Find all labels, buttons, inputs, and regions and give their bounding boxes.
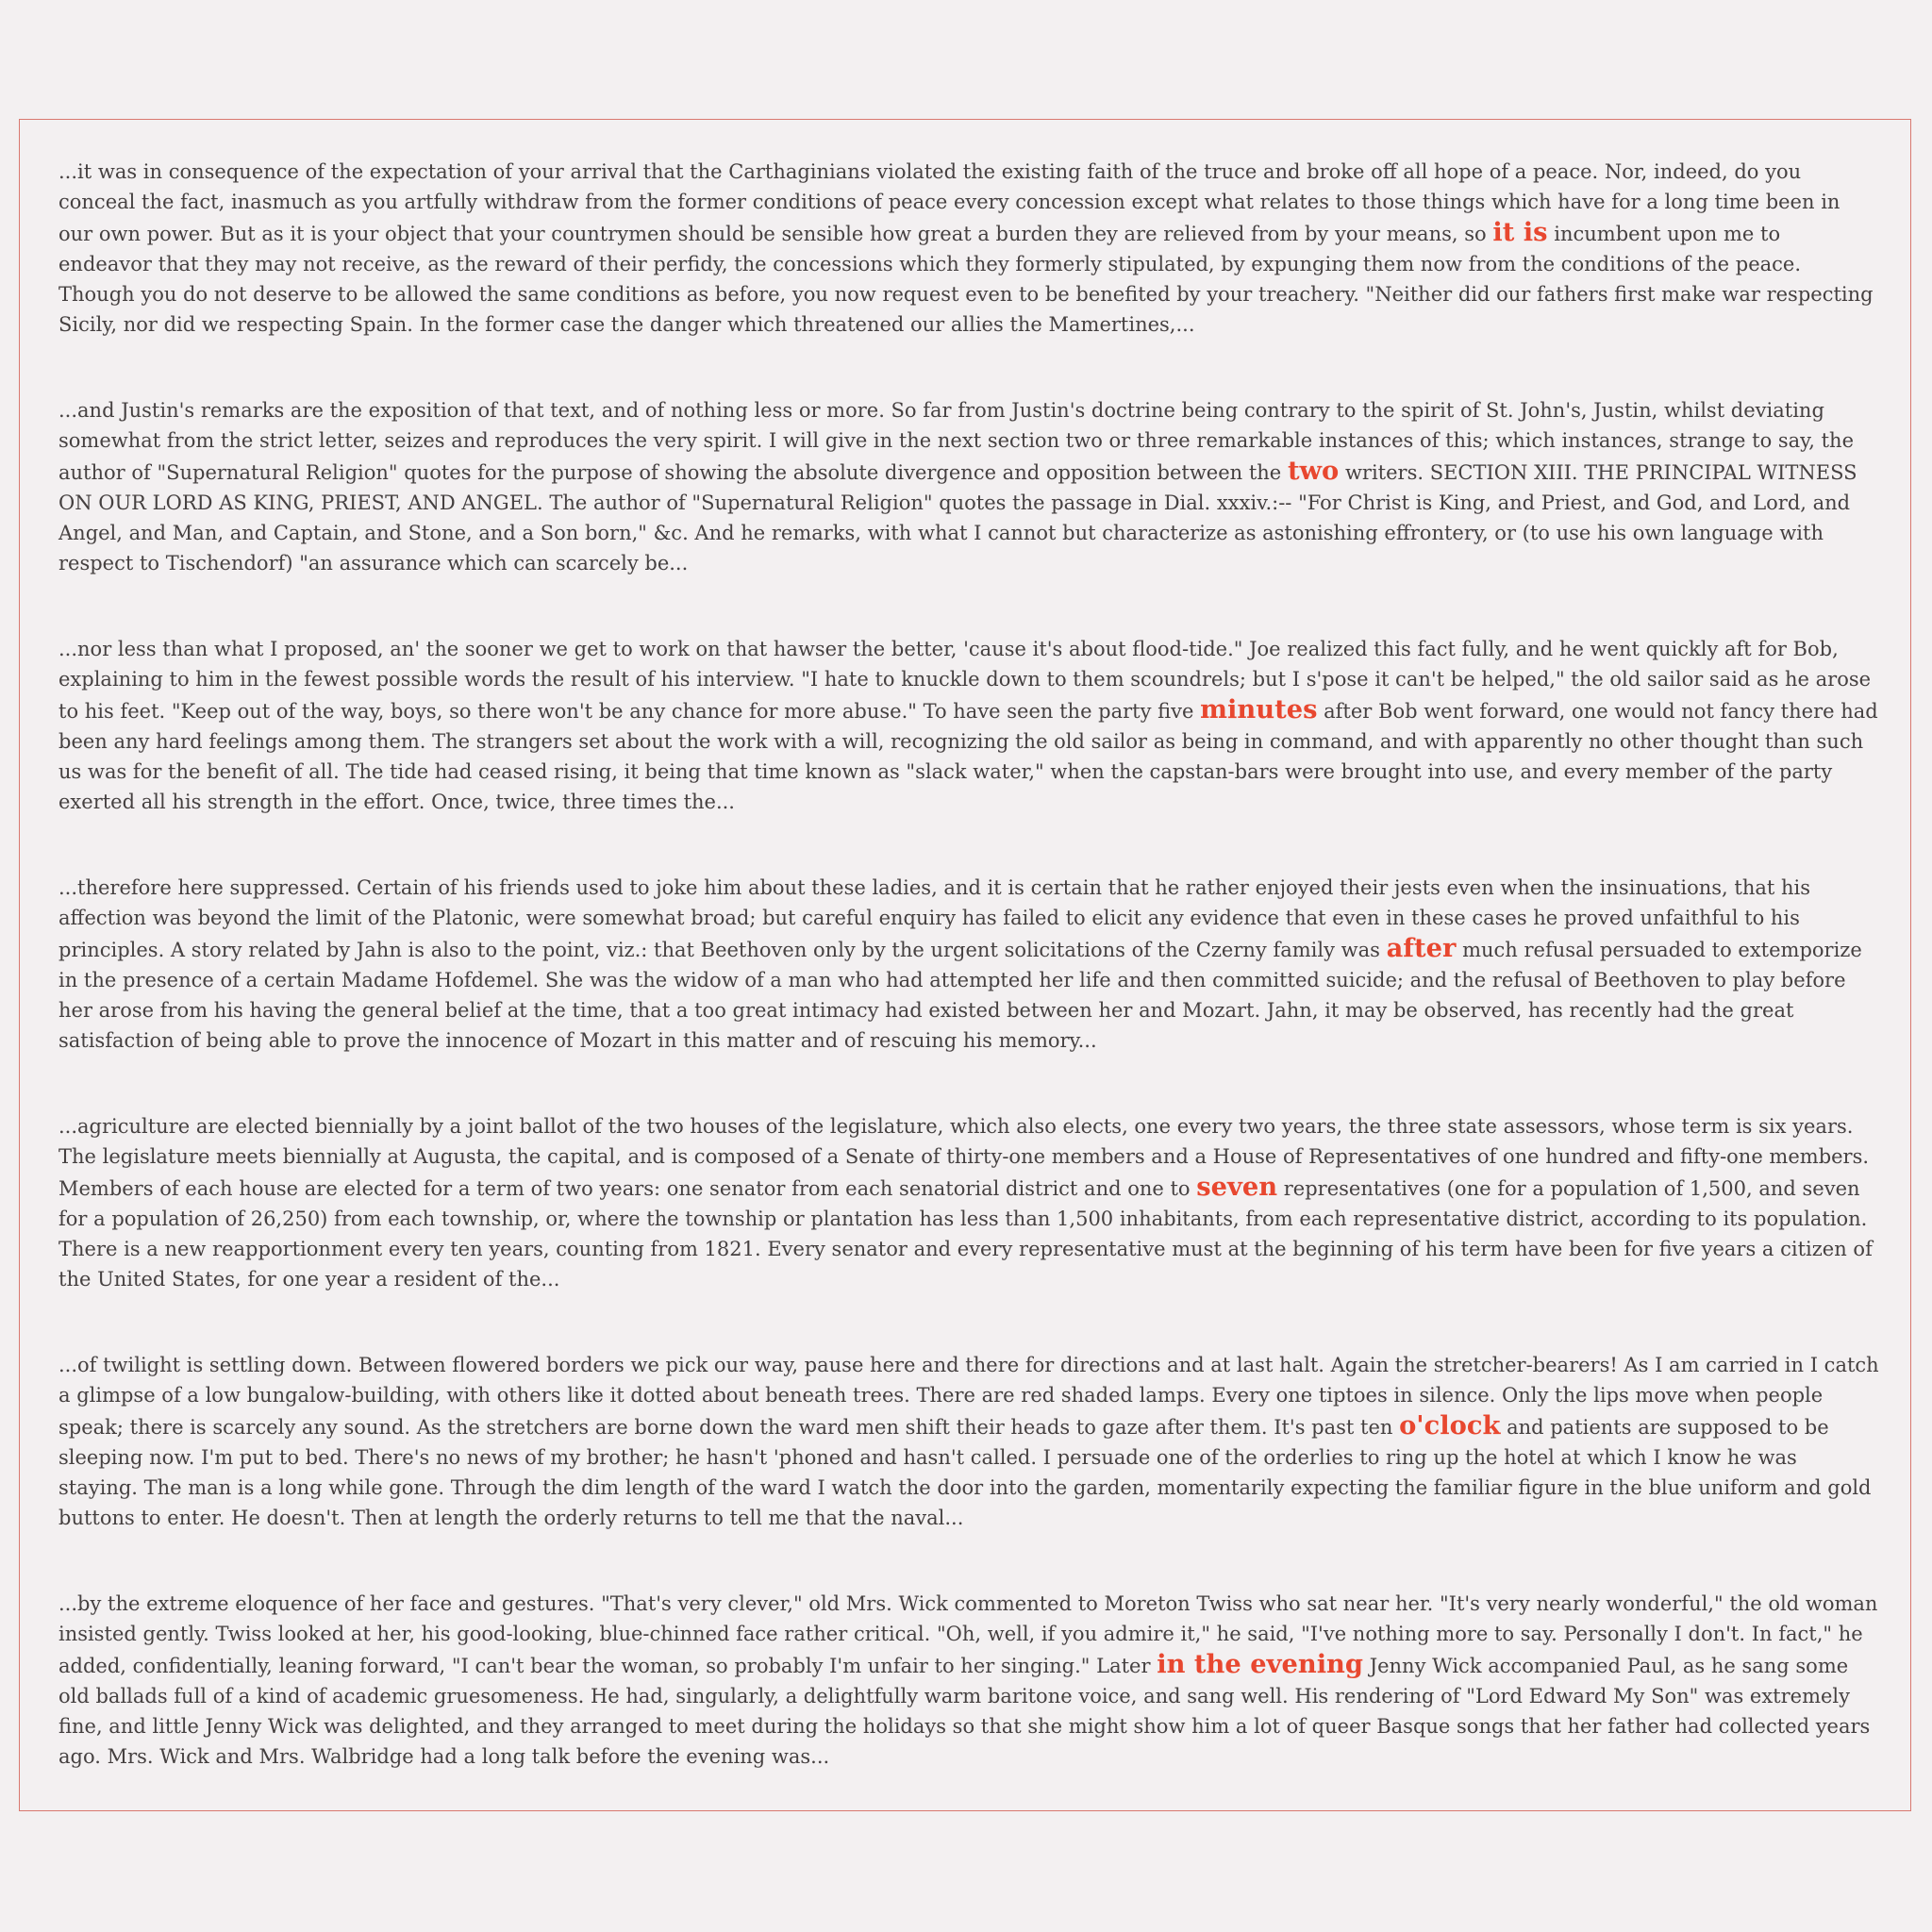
passage-1-highlight: it is <box>1492 217 1548 247</box>
passage-5-highlight: seven <box>1196 1172 1278 1202</box>
passage-3 <box>58 634 1879 817</box>
passage-6-text-after: and patients are supposed to be sleeping now. I'm put to bed. There's no news of my brother; he hasn't 'phoned and hasn't called. I persuade one of the orderlies to ring up the hotel at which I know he was staying. The man is a long while gone. Through the dim length of the ward I watch the door into the garden, momentarily expecting the familiar figure in the blue uniform and gold buttons to enter. He doesn't. Then at length the orderly returns to tell me that the naval... <box>58 1416 1872 1529</box>
passage-1-text-after: incumbent upon me to endeavor that they may not receive, as the reward of their perfidy, the concessions which they formerly stipulated, by expunging them now from the conditions of the peace. Though you do not deserve to be allowed the same conditions as before, you now request even to be benefited by your treachery. "Neither did our fathers first make war respecting Sicily, nor did we respecting Spain. In the former case the danger which threatened our allies the Mamertines,... <box>58 223 1874 336</box>
passage-2-text-after: writers. SECTION XIII. THE PRINCIPAL WITNESS ON OUR LORD AS KING, PRIEST, AND ANGEL. The author of "Supernatural Religion" quotes the passage in Dial. xxxiv.:-- "For Christ is King, and Priest, and God, and Lord, and Angel, and Man, and Captain, and Stone, and a Son born," &c. And he remarks, with what I cannot but characterize as astonishing effrontery, or (to use his own language with respect to Tischendorf) "an assurance which can scarcely be... <box>58 461 1857 575</box>
passage-7-text-before: ...by the extreme eloquence of her face and gestures. "That's very clever," old Mrs. Wick commented to Moreton Twiss who sat near her. "It's very nearly wonderful," the old woman insisted gently. Twiss looked at her, his good-looking, blue-chinned face rather critical. "Oh, well, if you admire it," he said, "I've nothing more to say. Personally I don't. In fact," he added, confidentially, leaning forward, "I can't bear the woman, so probably I'm unfair to her singing." Later <box>58 1592 1878 1677</box>
passage-7 <box>58 1589 1879 1772</box>
passage-1 <box>58 157 1879 340</box>
passage-7-text-after: Jenny Wick accompanied Paul, as he sang some old ballads full of a kind of academic gruesomeness. He had, singularly, a delightfully warm baritone voice, and sang well. His rendering of "Lord Edward My Son" was extremely fine, and little Jenny Wick was delighted, and they arranged to meet during the holidays so that she might show him a lot of queer Basque songs that her father had collected years ago. Mrs. Wick and Mrs. Walbridge had a long talk before the evening was... <box>58 1655 1871 1768</box>
passage-1-text-before: ...it was in consequence of the expectation of your arrival that the Carthaginians violated the existing faith of the truce and broke off all hope of a peace. Nor, indeed, do you conceal the fact, inasmuch as you artfully withdraw from the former conditions of peace every concession except what relates to those things which have for a long time been in our own power. But as it is your object that your countrymen should be sensible how great a burden they are relieved from by your means, so <box>58 160 1840 245</box>
passage-5-text-after: representatives (one for a population of 1,500, and seven for a population of 26,250) from each township, or, where the township or plantation has less than 1,500 inhabitants, from each representative district, according to its population. There is a new reapportionment every ten years, counting from 1821. Every senator and every representative must at the beginning of his term have been for five years a citizen of the United States, for one year a resident of the... <box>58 1177 1873 1291</box>
passage-7-highlight: in the evening <box>1157 1649 1363 1679</box>
passage-3-text-before: ...nor less than what I proposed, an' the sooner we get to work on that hawser the better, 'cause it's about flood-tide." Joe realized this fact fully, and he went quickly aft for Bob, explaining to him in the fewest possible words the result of his interview. "I hate to knuckle down to them scoundrels; but I s'pose it can't be helped," the old sailor said as he arose to his feet. "Keep out of the way, boys, so there won't be any chance for more abuse." To have seen the party five <box>58 638 1872 723</box>
passage-3-highlight: minutes <box>1200 694 1318 724</box>
passage-5-text-before: ...agriculture are elected biennially by a joint ballot of the two houses of the legislature, which also elects, one every two years, the three state assessors, whose term is six years. The legislature meets biennially at Augusta, the capital, and is composed of a Senate of thirty-one members and a House of Representatives of one hundred and fifty-one members. Members of each house are elected for a term of two years: one senator from each senatorial district and one to <box>58 1115 1870 1200</box>
passage-6 <box>58 1350 1879 1533</box>
passage-4-highlight: after <box>1386 933 1457 963</box>
passage-5 <box>58 1111 1879 1294</box>
passage-4-text-after: much refusal persuaded to extemporize in the presence of a certain Madame Hofdemel. She was the widow of a man who had attempted her life and then committed suicide; and the refusal of Beethoven to play before her arose from his having the general belief at the time, that a too great intimacy had existed between her and Mozart. Jahn, it may be observed, has recently had the great satisfaction of being able to prove the innocence of Mozart in this matter and of rescuing his memory... <box>58 939 1862 1052</box>
passage-2-text-before: ...and Justin's remarks are the exposition of that text, and of nothing less or more. So far from Justin's doctrine being contrary to the spirit of St. John's, Justin, whilst deviating somewhat from the strict letter, seizes and reproduces the very spirit. I will give in the next section two or three remarkable instances of this; which instances, strange to say, the author of "Supernatural Religion" quotes for the purpose of showing the absolute divergence and opposition between the <box>58 399 1855 484</box>
passage-4-text-before: ...therefore here suppressed. Certain of his friends used to joke him about these ladies, and it is certain that he rather enjoyed their jests even when the insinuations, that his affection was beyond the limit of the Platonic, were somewhat broad; but careful enquiry has failed to elicit any evidence that even in these cases he proved unfaithful to his principles. A story related by Jahn is also to the point, viz.: that Beethoven only by the urgent solicitations of the Czerny family was <box>58 876 1811 961</box>
passage-4 <box>58 873 1879 1056</box>
passage-2 <box>58 395 1879 578</box>
passage-3-text-after: after Bob went forward, one would not fancy there had been any hard feelings among them. The strangers set about the work with a will, recognizing the old sailor as being in command, and with apparently no other thought than such us was for the benefit of all. The tide had ceased rising, it being that time known as "slack water," when the capstan-bars were brought into use, and every member of the party exerted all his strength in the effort. Once, twice, three times the... <box>58 700 1878 813</box>
passage-2-highlight: two <box>1287 456 1340 486</box>
passage-6-text-before: ...of twilight is settling down. Between flowered borders we pick our way, pause here and there for directions and at last halt. Again the stretcher-bearers! As I am carried in I catch a glimpse of a low bungalow-building, with others like it dotted about beneath trees. There are red shaded lamps. Every one tiptoes in silence. Only the lips move when people speak; there is scarcely any sound. As the stretchers are borne down the ward men shift their heads to gaze after them. It's past ten <box>58 1354 1879 1439</box>
passage-6-highlight: o'clock <box>1399 1410 1501 1441</box>
